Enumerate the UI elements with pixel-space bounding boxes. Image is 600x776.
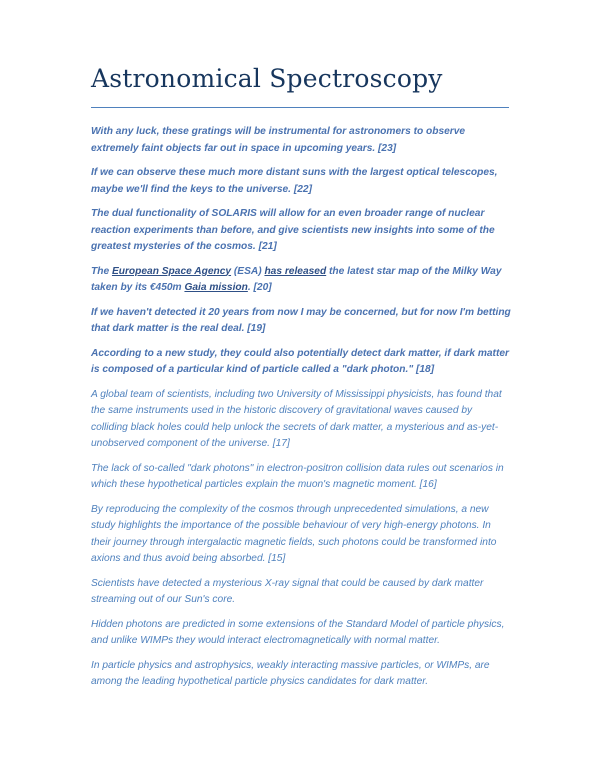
- gaia-mission-link[interactable]: Gaia mission: [184, 282, 248, 293]
- quote-text: (ESA): [231, 265, 265, 277]
- quote-text: The: [91, 265, 112, 277]
- quote-list: [91, 124, 511, 699]
- quote-paragraph: The lack of so-called "dark photons" in electron-positron collision data rules out scenarios in which these hypothetical particles explain the muon's magnetic moment. [16]: [91, 462, 504, 490]
- quote-paragraph: According to a new study, they could also potentially detect dark matter, if dark matter is composed of a particular kind of particle called a "dark photon." [18]: [91, 347, 509, 375]
- has-released-link[interactable]: has released: [264, 265, 327, 277]
- page-title: Astronomical Spectroscopy: [91, 64, 443, 93]
- esa-link[interactable]: European Space Agency: [111, 265, 232, 277]
- quote-paragraph: With any luck, these gratings will be instrumental for astronomers to observe extremely faint objects far out in space in upcoming years. [23]: [91, 126, 466, 154]
- quote-paragraph-with-links: [91, 264, 511, 297]
- quote-paragraph: Hidden photons are predicted in some extensions of the Standard Model of particle physics, and unlike WIMPs they would interact electromagnetically with normal matter.: [91, 618, 505, 646]
- quote-paragraph: In particle physics and astrophysics, weakly interacting massive particles, or WIMPs, are among the leading hypothetical particle physics candidates for dark matter.: [91, 659, 490, 687]
- quote-text: . [20]: [247, 282, 272, 293]
- quote-paragraph: A global team of scientists, including two University of Mississippi physicists, has found that the same instruments used in the historic discovery of gravitational waves caused by colliding black holes could help unlock the secrets of dark matter, a mysterious and as-yet-unobserved component of the universe. [17]: [91, 388, 502, 449]
- quote-paragraph: Scientists have detected a mysterious X-ray signal that could be caused by dark matter streaming out of our Sun's core.: [91, 577, 484, 605]
- title-underline: [91, 107, 509, 108]
- quote-paragraph: If we haven't detected it 20 years from now I may be concerned, but for now I'm betting that dark matter is the real deal. [19]: [91, 306, 511, 334]
- quote-text: the latest star map of the Milky Way taken by its €450m: [91, 265, 502, 293]
- quote-paragraph: The dual functionality of SOLARIS will allow for an even broader range of nuclear reaction experiments than before, and give scientists new insights into some of the greatest mysteries of the cosmos. [21]: [91, 208, 495, 252]
- quote-paragraph: If we can observe these much more distant suns with the largest optical telescopes, maybe we'll find the keys to the universe. [22]: [91, 167, 498, 195]
- quote-paragraph: By reproducing the complexity of the cosmos through unprecedented simulations, a new study highlights the importance of the possible behaviour of very high-energy photons. In their journey through intergalactic magnetic fields, such photons could be transformed into axions and thus avoid being absorbed. [15]: [91, 503, 497, 564]
